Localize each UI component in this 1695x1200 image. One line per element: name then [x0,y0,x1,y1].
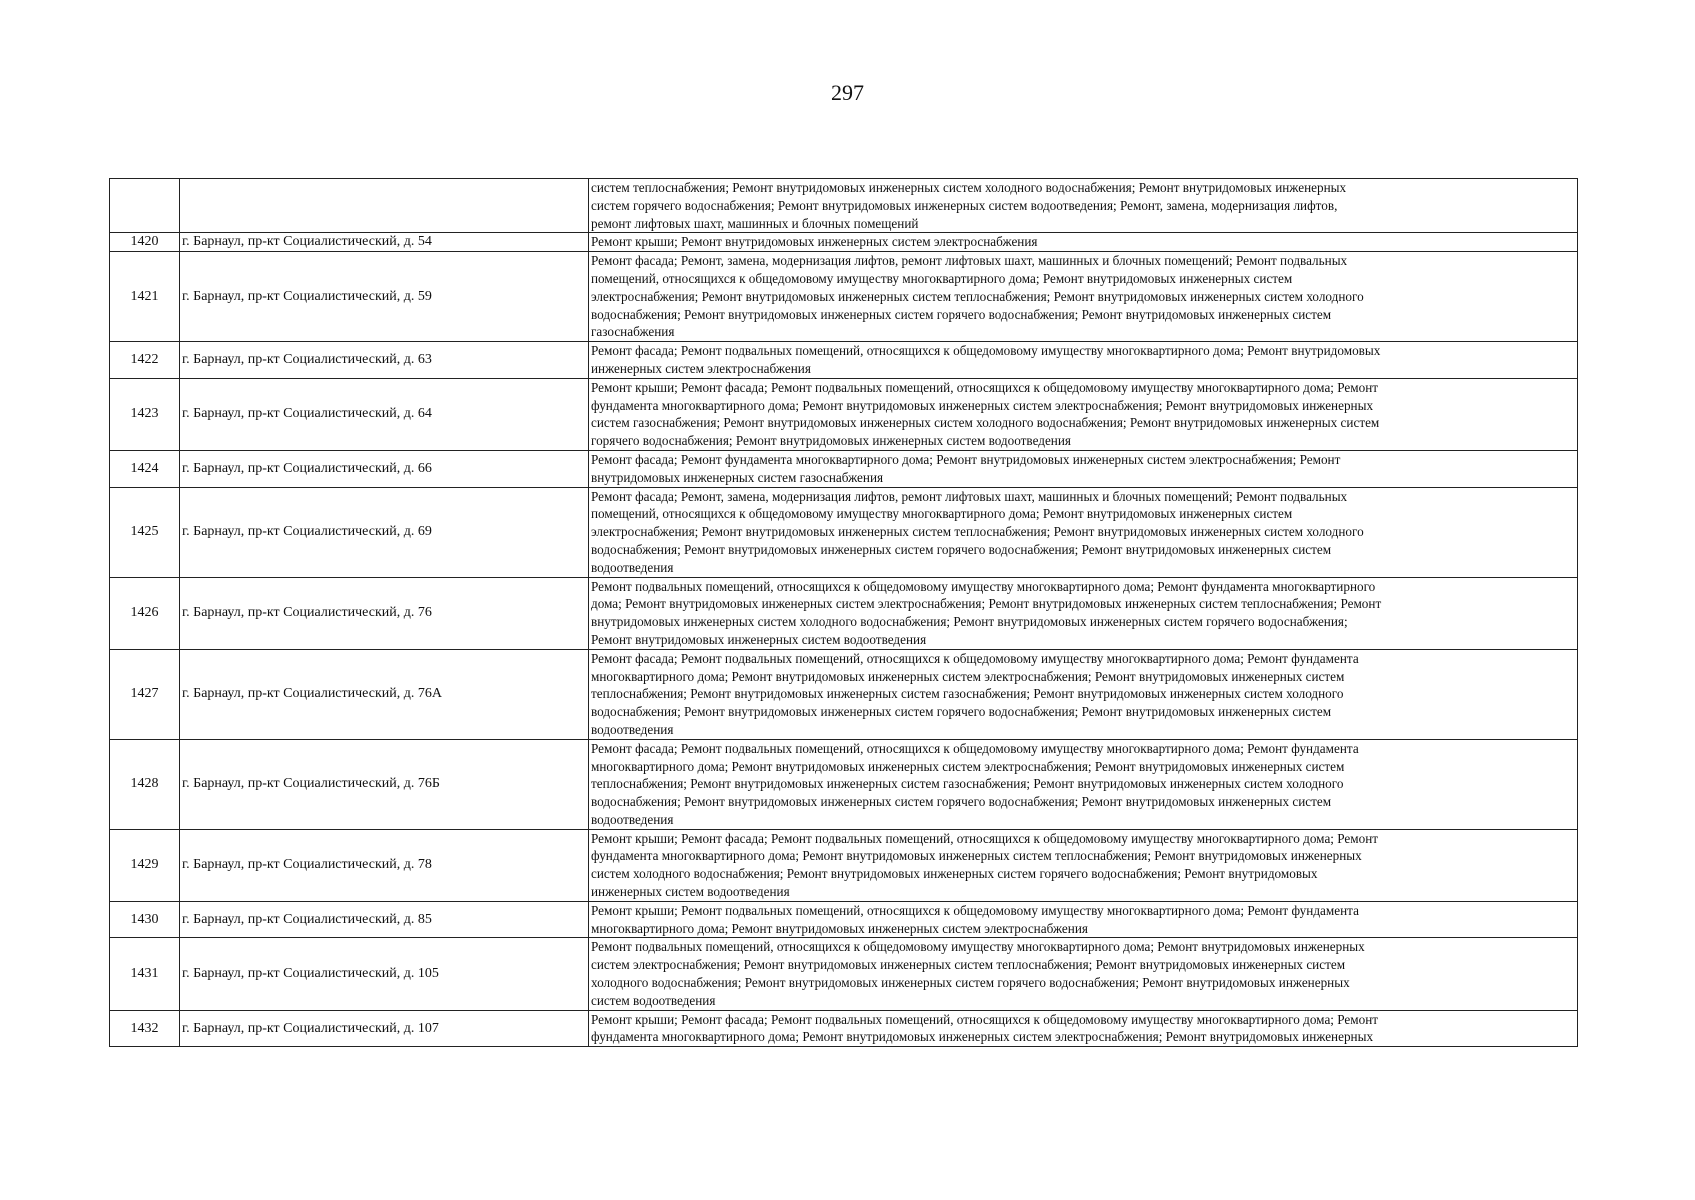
address-cell: г. Барнаул, пр-кт Социалистический, д. 107 [180,1010,589,1047]
table-row [110,342,1578,379]
works-cell [589,487,1578,577]
works-line: Ремонт крыши; Ремонт внутридомовых инженерных систем электроснабжения [591,234,1038,250]
works-cell [589,577,1578,649]
works-cell [589,829,1578,901]
address-cell: г. Барнаул, пр-кт Социалистический, д. 76 [180,577,589,649]
works-line: горячего водоснабжения; Ремонт внутридомовых инженерных систем водоотведения [591,433,1071,449]
works-line: Ремонт фасада; Ремонт подвальных помещений, относящихся к общедомовому имуществу многоквартирного дома; Ремонт фундамента [591,650,1359,666]
works-line: систем теплоснабжения; Ремонт внутридомовых инженерных систем холодного водоснабжения; Ремонт внутридомовых инженерных [591,180,1347,195]
row-number-cell [110,179,180,233]
works-line: электроснабжения; Ремонт внутридомовых инженерных систем теплоснабжения; Ремонт внутридомовых инженерных систем холодного [591,524,1364,540]
works-line: систем горячего водоснабжения; Ремонт внутридомовых инженерных систем водоотведения; Ремонт, замена, модернизация лифтов, [591,197,1338,213]
works-cell [589,378,1578,450]
works-line: Ремонт фасада; Ремонт подвальных помещений, относящихся к общедомовому имуществу многоквартирного дома; Ремонт внутридомовых [591,343,1381,359]
repair-registry-table [109,178,1578,1047]
table-row [110,829,1578,901]
registry-body [110,179,1578,1047]
works-cell [589,739,1578,829]
works-line: дома; Ремонт внутридомовых инженерных систем электроснабжения; Ремонт внутридомовых инженерных систем теплоснабжения; Ремонт [591,596,1382,612]
works-line: фундамента многоквартирного дома; Ремонт внутридомовых инженерных систем электроснабжения; Ремонт внутридомовых инженерных [591,1029,1374,1045]
table-row [110,252,1578,342]
address-cell: г. Барнаул, пр-кт Социалистический, д. 69 [180,487,589,577]
works-line: Ремонт фасада; Ремонт фундамента многоквартирного дома; Ремонт внутридомовых инженерных систем электроснабжения; Ремонт [591,451,1341,467]
works-cell [589,179,1578,233]
works-line: водоснабжения; Ремонт внутридомовых инженерных систем горячего водоснабжения; Ремонт внутридомовых инженерных систем [591,794,1332,810]
works-line: помещений, относящихся к общедомовому имуществу многоквартирного дома; Ремонт внутридомовых инженерных систем [591,506,1293,522]
table-row [110,450,1578,487]
works-cell [589,233,1578,252]
works-cell [589,342,1578,379]
table-row [110,938,1578,1010]
address-cell: г. Барнаул, пр-кт Социалистический, д. 78 [180,829,589,901]
row-number-cell: 1422 [110,342,180,379]
works-line: систем водоотведения [591,992,716,1008]
row-number-cell: 1425 [110,487,180,577]
address-cell [180,179,589,233]
works-line: многоквартирного дома; Ремонт внутридомовых инженерных систем электроснабжения; Ремонт внутридомовых инженерных систем [591,668,1345,684]
row-number-cell: 1429 [110,829,180,901]
address-cell: г. Барнаул, пр-кт Социалистический, д. 54 [180,233,589,252]
works-cell [589,649,1578,739]
works-line: Ремонт фасада; Ремонт подвальных помещений, относящихся к общедомовому имуществу многоквартирного дома; Ремонт фундамента [591,740,1359,756]
row-number-cell: 1426 [110,577,180,649]
works-line: Ремонт крыши; Ремонт подвальных помещений, относящихся к общедомовому имуществу многоквартирного дома; Ремонт фундамента [591,902,1359,918]
works-line: теплоснабжения; Ремонт внутридомовых инженерных систем газоснабжения; Ремонт внутридомовых инженерных систем холодного [591,686,1344,702]
works-line: внутридомовых инженерных систем холодного водоснабжения; Ремонт внутридомовых инженерных систем горячего водоснабжения; [591,614,1348,630]
address-cell: г. Барнаул, пр-кт Социалистический, д. 76А [180,649,589,739]
works-line: Ремонт фасада; Ремонт, замена, модернизация лифтов, ремонт лифтовых шахт, машинных и блочных помещений; Ремонт подвальных [591,253,1348,269]
works-line: электроснабжения; Ремонт внутридомовых инженерных систем теплоснабжения; Ремонт внутридомовых инженерных систем холодного [591,288,1364,304]
works-line: газоснабжения [591,324,675,340]
works-line: Ремонт внутридомовых инженерных систем водоотведения [591,631,927,647]
works-line: систем электроснабжения; Ремонт внутридомовых инженерных систем теплоснабжения; Ремонт внутридомовых инженерных систем [591,957,1346,973]
works-line: Ремонт фасада; Ремонт, замена, модернизация лифтов, ремонт лифтовых шахт, машинных и блочных помещений; Ремонт подвальных [591,488,1348,504]
address-cell: г. Барнаул, пр-кт Социалистический, д. 63 [180,342,589,379]
works-line: инженерных систем электроснабжения [591,360,811,376]
table-row [110,649,1578,739]
works-line: Ремонт подвальных помещений, относящихся к общедомовому имуществу многоквартирного дома; Ремонт фундамента многоквартирного [591,578,1376,594]
row-number-cell: 1423 [110,378,180,450]
table-row [110,179,1578,233]
works-cell [589,252,1578,342]
works-line: систем газоснабжения; Ремонт внутридомовых инженерных систем холодного водоснабжения; Ремонт внутридомовых инженерных систем [591,415,1380,431]
works-line: Ремонт подвальных помещений, относящихся к общедомовому имуществу многоквартирного дома; Ремонт внутридомовых инженерных [591,939,1365,955]
works-cell [589,450,1578,487]
works-line: помещений, относящихся к общедомовому имуществу многоквартирного дома; Ремонт внутридомовых инженерных систем [591,270,1293,286]
table-row [110,739,1578,829]
works-line: холодного водоснабжения; Ремонт внутридомовых инженерных систем горячего водоснабжения; Ремонт внутридомовых инженерных [591,975,1350,991]
works-line: многоквартирного дома; Ремонт внутридомовых инженерных систем электроснабжения [591,920,1088,936]
row-number-cell: 1421 [110,252,180,342]
works-line: фундамента многоквартирного дома; Ремонт внутридомовых инженерных систем теплоснабжения; Ремонт внутридомовых инженерных [591,848,1362,864]
works-line: водоотведения [591,721,674,737]
row-number-cell: 1420 [110,233,180,252]
works-line: водоснабжения; Ремонт внутридомовых инженерных систем горячего водоснабжения; Ремонт внутридомовых инженерных систем [591,306,1332,322]
address-cell: г. Барнаул, пр-кт Социалистический, д. 64 [180,378,589,450]
table-row [110,378,1578,450]
row-number-cell: 1427 [110,649,180,739]
address-cell: г. Барнаул, пр-кт Социалистический, д. 76Б [180,739,589,829]
row-number-cell: 1430 [110,901,180,938]
works-line: теплоснабжения; Ремонт внутридомовых инженерных систем газоснабжения; Ремонт внутридомовых инженерных систем холодного [591,776,1344,792]
table-row [110,1010,1578,1047]
row-number-cell: 1431 [110,938,180,1010]
works-line: водоснабжения; Ремонт внутридомовых инженерных систем горячего водоснабжения; Ремонт внутридомовых инженерных систем [591,541,1332,557]
works-line: водоснабжения; Ремонт внутридомовых инженерных систем горячего водоснабжения; Ремонт внутридомовых инженерных систем [591,704,1332,720]
works-cell [589,901,1578,938]
works-line: Ремонт крыши; Ремонт фасада; Ремонт подвальных помещений, относящихся к общедомовому имуществу многоквартирного дома; Ремонт [591,1011,1379,1027]
works-line: систем холодного водоснабжения; Ремонт внутридомовых инженерных систем горячего водоснабжения; Ремонт внутридомовых [591,866,1318,882]
address-cell: г. Барнаул, пр-кт Социалистический, д. 59 [180,252,589,342]
address-cell: г. Барнаул, пр-кт Социалистический, д. 85 [180,901,589,938]
works-line: Ремонт крыши; Ремонт фасада; Ремонт подвальных помещений, относящихся к общедомовому имуществу многоквартирного дома; Ремонт [591,830,1379,846]
works-line: водоотведения [591,811,674,827]
row-number-cell: 1432 [110,1010,180,1047]
works-line: инженерных систем водоотведения [591,884,790,900]
address-cell: г. Барнаул, пр-кт Социалистический, д. 66 [180,450,589,487]
table-row [110,233,1578,252]
table-row [110,487,1578,577]
works-line: Ремонт крыши; Ремонт фасада; Ремонт подвальных помещений, относящихся к общедомовому имуществу многоквартирного дома; Ремонт [591,379,1379,395]
row-number-cell: 1428 [110,739,180,829]
works-line: фундамента многоквартирного дома; Ремонт внутридомовых инженерных систем электроснабжения; Ремонт внутридомовых инженерных [591,397,1374,413]
works-cell [589,1010,1578,1047]
table-row [110,901,1578,938]
address-cell: г. Барнаул, пр-кт Социалистический, д. 105 [180,938,589,1010]
works-line: внутридомовых инженерных систем газоснабжения [591,469,884,485]
works-line: многоквартирного дома; Ремонт внутридомовых инженерных систем электроснабжения; Ремонт внутридомовых инженерных систем [591,758,1345,774]
page-number: 297 [831,80,864,105]
works-cell [589,938,1578,1010]
works-line: ремонт лифтовых шахт, машинных и блочных помещений [591,215,919,231]
works-line: водоотведения [591,559,674,575]
table-row [110,577,1578,649]
row-number-cell: 1424 [110,450,180,487]
